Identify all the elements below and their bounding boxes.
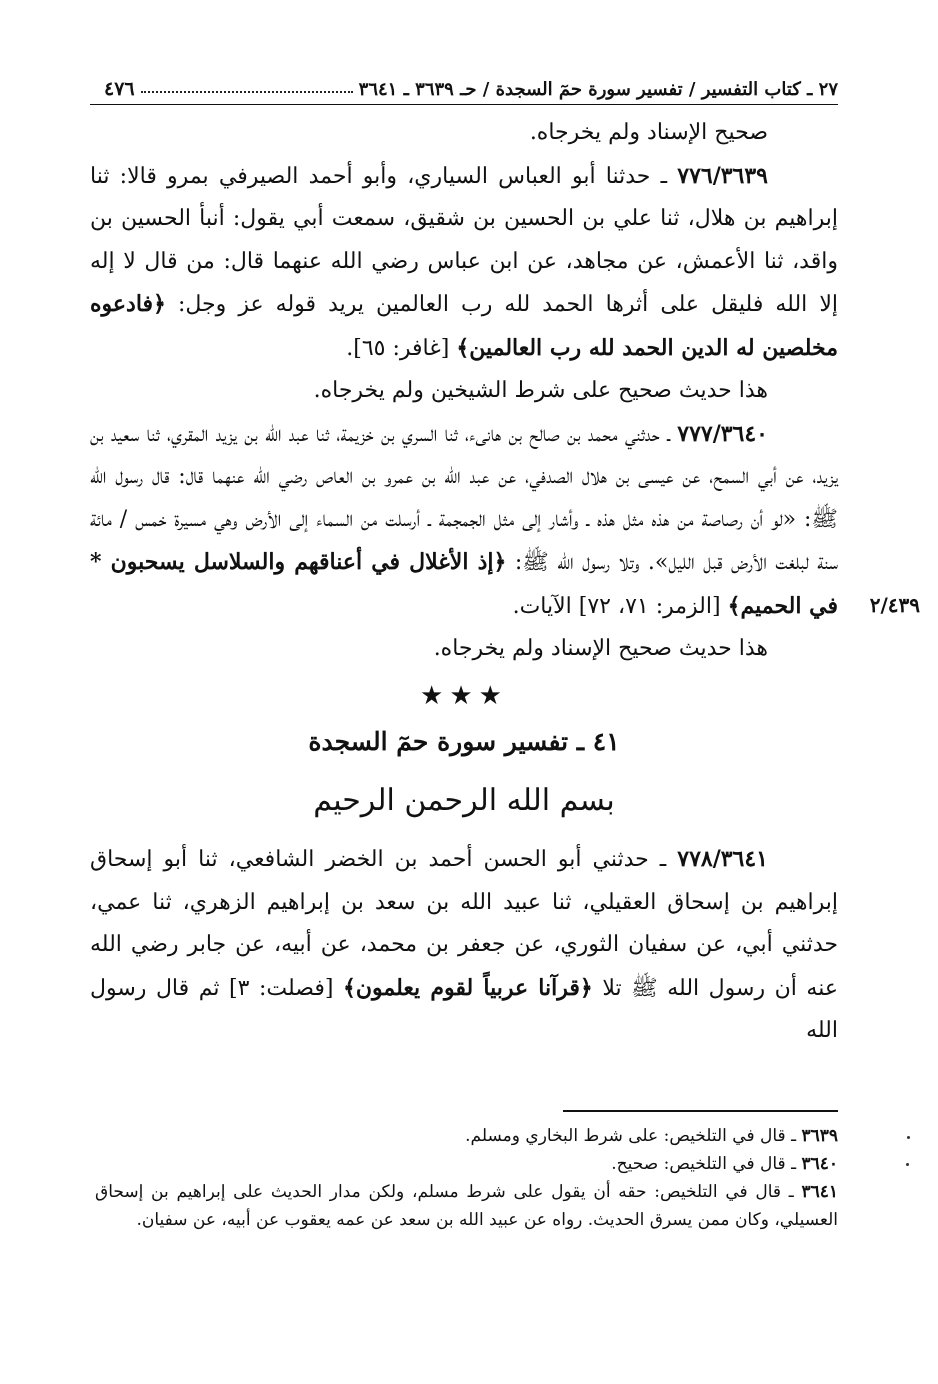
hadith-text: ـ حدثني أبو الحسن أحمد بن الخضر الشافعي، ثنا أبو إسحاق إبراهيم بن إسحاق العقيلي، ثنا عبيد الله بن سعد بن إبراهيم الزهري، ثنا عمي، حدثني أبي، عن سفيان الثوري، عن جعفر بن محمد، عن أبيه، عن جابر رضي الله عنه أن رسول الله ﷺ تلا <box>90 847 838 1001</box>
header-leader-dots <box>141 90 353 93</box>
quran-verse: ﴿إذ الأغلال في أعناقهم والسلاسل يسحبون * في الحميم﴾ <box>90 549 838 619</box>
footnote-number: ٣٦٤٠ <box>801 1154 838 1174</box>
basmala: بسم الله الرحمن الرحيم <box>313 782 615 818</box>
margin-volume-reference: ٢/٤٣٩ <box>869 593 920 617</box>
grading-line: هذا حديث صحيح الإسناد ولم يخرجاه. <box>433 636 768 661</box>
footnote <box>95 1150 838 1178</box>
hadith-3640 <box>90 413 838 629</box>
page-number: ٤٧٦ <box>104 78 135 100</box>
section-divider-stars: ★★★ <box>420 680 508 711</box>
footnotes <box>95 1122 838 1234</box>
surah-heading: ٤١ ـ تفسير سورة حمٓ السجدة <box>308 727 620 756</box>
footnote-text: ـ قال في التلخيص: صحيح. <box>611 1154 802 1174</box>
quran-verse: ﴿فادعوه مخلصين له الدين الحمد لله رب العالمين﴾ <box>90 291 838 361</box>
hadith-number: ٧٧٧/٣٦٤٠ <box>677 420 768 447</box>
running-title: ٢٧ ـ كتاب التفسير / تفسير سورة حمٓ السجدة / حـ ٣٦٣٩ ـ ٣٦٤١ <box>358 79 838 100</box>
quran-verse: ﴿قرآنا عربياً لقوم يعلمون﴾ <box>342 974 593 1001</box>
footnote-separator <box>563 1110 838 1112</box>
footnote-number: ٣٦٤١ <box>801 1182 838 1202</box>
verse-reference: [فصلت: ٣] ثم قال رسول الله <box>90 975 838 1043</box>
footnote <box>95 1178 838 1234</box>
grading-line: صحيح الإسناد ولم يخرجاه. <box>529 120 768 145</box>
footnote-text: ـ قال في التلخيص: حقه أن يقول على شرط مسلم، ولكن مدار الحديث على إبراهيم بن إسحاق العسيلي، وكان ممن يسرق الحديث. رواه عن عبيد الله بن سعد عن عمه يعقوب عن أبيه، عن سفيان. <box>95 1182 838 1230</box>
footnote-text: ـ قال في التلخيص: على شرط البخاري ومسلم. <box>465 1126 802 1146</box>
verse-reference: [غافر: ٦٥]. <box>346 335 457 361</box>
hadith-text: ـ حدثنا أبو العباس السياري، وأبو أحمد الصيرفي بمرو قالا: ثنا إبراهيم بن هلال، ثنا علي بن الحسين بن شقيق، سمعت أبي يقول: أنبأ الحسين بن واقد، ثنا الأعمش، عن مجاهد، عن ابن عباس رضي الله عنهما قال: من قال لا إله إلا الله فليقل على أثرها الحمد لله رب العالمين يريد قوله عز وجل: <box>90 163 838 317</box>
grading-line: هذا حديث صحيح على شرط الشيخين ولم يخرجاه. <box>313 378 768 403</box>
main-text <box>90 112 838 1053</box>
hadith-number: ٧٧٨/٣٦٤١ <box>677 846 768 872</box>
page-header <box>90 68 838 105</box>
scan-speck <box>906 1163 909 1166</box>
verse-reference: [الزمر: ٧١، ٧٢] الآيات. <box>512 593 728 619</box>
footnote <box>95 1122 838 1150</box>
hadith-3641 <box>90 838 838 1053</box>
hadith-text: ـ حدثني محمد بن صالح بن هانىء، ثنا السري بن خزيمة، ثنا عبد الله بن يزيد المقري، ثنا سعيد بن يزيد، عن أبي السمح، عن عيسى بن هلال الصدفي، عن عبد الله بن عمرو بن العاص رضي الله عنهما قال: قال رسول الله ﷺ: «لو أن رصاصة من هذه مثل هذه ـ وأشار إلى مثل الجمجمة ـ أرسلت من السماء إلى الأرض وهي مسيرة خمس / مائة سنة لبلغت الأرض قبل الليل». وتلا رسول الله ﷺ: <box>90 421 838 575</box>
hadith-3639 <box>90 155 838 371</box>
footnote-number: ٣٦٣٩ <box>801 1126 838 1146</box>
hadith-number: ٧٧٦/٣٦٣٩ <box>677 162 768 189</box>
scan-speck <box>907 1136 910 1139</box>
